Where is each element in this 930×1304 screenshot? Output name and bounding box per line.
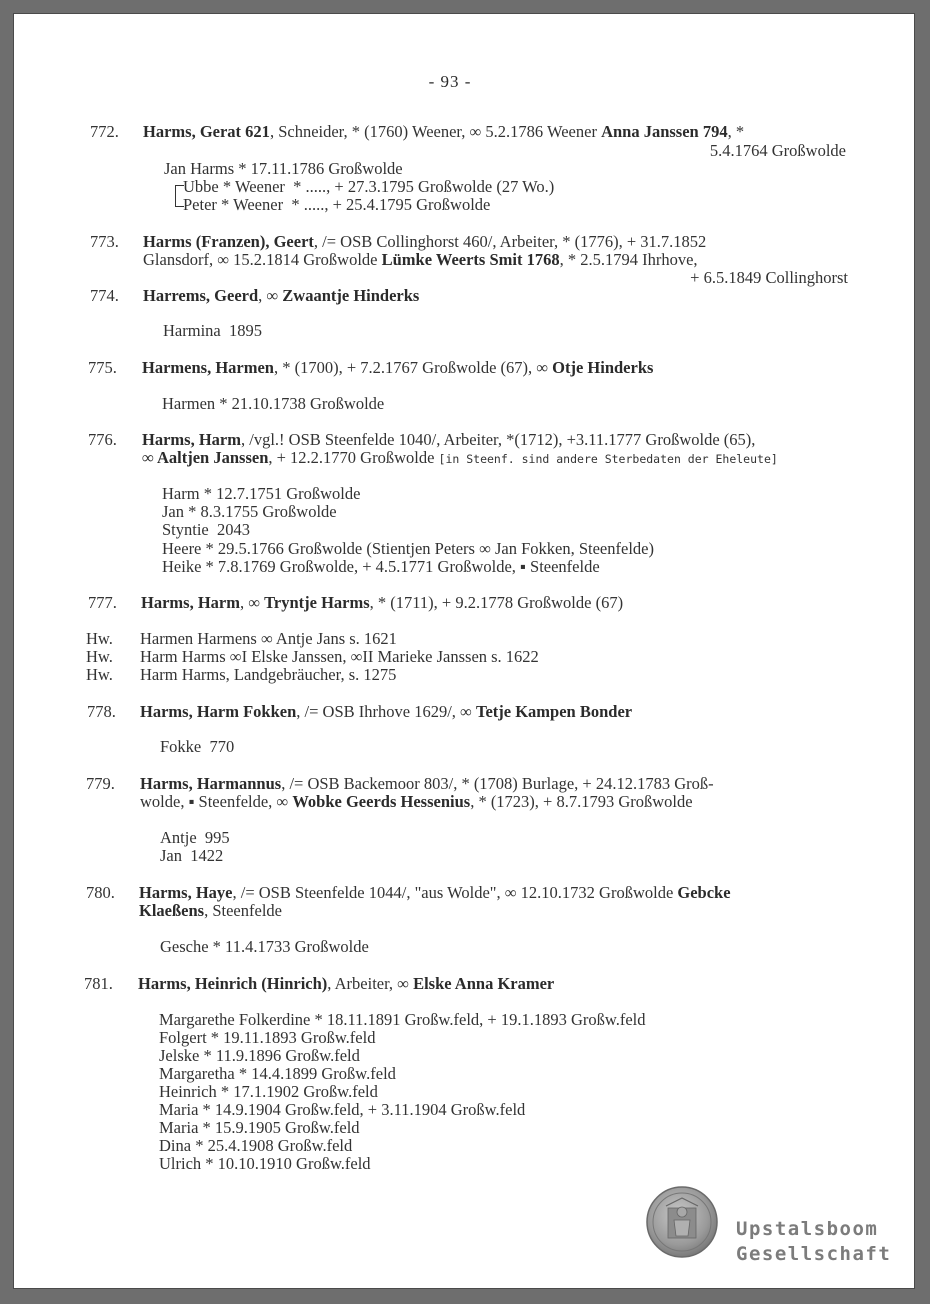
entry-772-name: Harms, Gerat 621 — [143, 122, 270, 141]
entry-779-line2 — [140, 793, 693, 811]
entry-773-name: Harms (Franzen), Geert — [143, 232, 314, 251]
entry-number: 774. — [90, 286, 119, 305]
entry-773-spouse: Lümke Weerts Smit 1768 — [381, 250, 560, 269]
entry-778-text: , /= OSB Ihrhove 1629/, ∞ — [296, 702, 476, 721]
entry-779-child: Jan 1422 — [160, 846, 224, 865]
hw-tag: Hw. — [86, 665, 113, 684]
entry-778-child: Fokke 770 — [160, 737, 235, 756]
entry-777-text2: , * (1711), + 9.2.1778 Großwolde (67) — [369, 593, 624, 612]
entry-772-line1 — [143, 123, 744, 141]
entry-774-spouse: Zwaantje Hinderks — [282, 286, 420, 305]
hw-reference: Harm Harms, Landgebräucher, s. 1275 — [140, 665, 397, 684]
entry-773-text: Glansdorf, ∞ 15.2.1814 Großwolde — [143, 250, 382, 269]
entry-781-line1 — [138, 975, 554, 993]
brand-line1: Upstalsboom — [736, 1218, 879, 1240]
entry-779-child: Antje 995 — [160, 828, 230, 847]
page-number: - 93 - — [428, 72, 472, 91]
entry-776-text: , + 12.2.1770 Großwolde — [268, 448, 439, 467]
entry-number: 775. — [88, 358, 117, 377]
entry-780-spouse: Gebcke — [677, 883, 731, 902]
sibling-bracket — [175, 185, 176, 207]
hw-reference: Harmen Harmens ∞ Antje Jans s. 1621 — [140, 629, 397, 648]
entry-781-child: Folgert * 19.11.1893 Großw.feld — [159, 1028, 376, 1047]
entry-776-child: Heere * 29.5.1766 Großwolde (Stientjen Peters ∞ Jan Fokken, Steenfelde) — [162, 539, 654, 558]
entry-780-line1 — [139, 884, 731, 902]
entry-776-line1 — [142, 431, 755, 449]
entry-779-spouse: Wobke Geerds Hessenius — [292, 792, 471, 811]
entry-773-text: , * 2.5.1794 Ihrhove, — [559, 250, 698, 269]
entry-781-child: Dina * 25.4.1908 Großw.feld — [159, 1136, 353, 1155]
entry-780-child: Gesche * 11.4.1733 Großwolde — [160, 937, 369, 956]
entry-775-line1 — [142, 359, 653, 377]
entry-776-text: , /vgl.! OSB Steenfelde 1040/, Arbeiter, *(1712), +3.11.1777 Großwolde (65), — [240, 430, 756, 449]
entry-772-child: Ubbe * Weener * ....., + 27.3.1795 Großwolde (27 Wo.) — [183, 177, 555, 196]
entry-773-line1 — [143, 233, 706, 251]
entry-778-name: Harms, Harm Fokken — [140, 702, 297, 721]
entry-781-child: Jelske * 11.9.1896 Großw.feld — [159, 1046, 360, 1065]
entry-781-child: Margarethe Folkerdine * 18.11.1891 Großw.feld, + 19.1.1893 Großw.feld — [159, 1010, 646, 1029]
entry-773-line2 — [143, 251, 698, 269]
entry-777-spouse: Tryntje Harms — [264, 593, 370, 612]
entry-773-text: , /= OSB Collinghorst 460/, Arbeiter, * (1776), + 31.7.1852 — [313, 232, 707, 251]
entry-772-text: , Schneider, * (1760) Weener, ∞ 5.2.1786 Weener — [269, 122, 602, 141]
entry-774-child: Harmina 1895 — [163, 321, 262, 340]
brand-line2: Gesellschaft — [736, 1243, 892, 1265]
seal-icon — [646, 1186, 718, 1258]
entry-779-text: , * (1723), + 8.7.1793 Großwolde — [470, 792, 693, 811]
entry-number: 777. — [88, 593, 117, 612]
entry-772-child: Peter * Weener * ....., + 25.4.1795 Großwolde — [183, 195, 491, 214]
entry-776-child: Harm * 12.7.1751 Großwolde — [162, 484, 361, 503]
entry-775-spouse: Otje Hinderks — [552, 358, 654, 377]
entry-779-line1 — [140, 775, 714, 793]
entry-780-spouse2: Klaeßens — [139, 901, 205, 920]
entry-776-child: Styntie 2043 — [162, 520, 251, 539]
entry-number: 773. — [90, 232, 119, 251]
entry-number: 780. — [86, 883, 115, 902]
entry-781-child: Heinrich * 17.1.1902 Großw.feld — [159, 1082, 378, 1101]
entry-772-child: Jan Harms * 17.11.1786 Großwolde — [164, 159, 403, 178]
entry-number: 778. — [87, 702, 116, 721]
entry-774-line1 — [143, 287, 419, 305]
entry-773-line3: + 6.5.1849 Collinghorst — [690, 268, 848, 287]
entry-775-child: Harmen * 21.10.1738 Großwolde — [162, 394, 385, 413]
entry-779-text: , /= OSB Backemoor 803/, * (1708) Burlage, + 24.12.1783 Groß- — [281, 774, 714, 793]
hw-tag: Hw. — [86, 647, 113, 666]
entry-772-text2: , * — [727, 122, 745, 141]
entry-777-line1 — [141, 594, 623, 612]
entry-776-marriage: ∞ — [142, 448, 157, 467]
entry-774-name: Harrems, Geerd — [143, 286, 259, 305]
entry-781-spouse: Elske Anna Kramer — [413, 974, 555, 993]
entry-776-child: Heike * 7.8.1769 Großwolde, + 4.5.1771 Großwolde, ▪ Steenfelde — [162, 557, 600, 576]
entry-776-name: Harms, Harm — [142, 430, 241, 449]
hw-tag: Hw. — [86, 629, 113, 648]
entry-777-name: Harms, Harm — [141, 593, 240, 612]
entry-779-text: wolde, ▪ Steenfelde, ∞ — [140, 792, 293, 811]
entry-772-line2: 5.4.1764 Großwolde — [709, 141, 846, 160]
entry-781-text: , Arbeiter, ∞ — [327, 974, 414, 993]
entry-781-child: Ulrich * 10.10.1910 Großw.feld — [159, 1154, 371, 1173]
entry-781-child: Margaretha * 14.4.1899 Großw.feld — [159, 1064, 396, 1083]
entry-780-text: , /= OSB Steenfelde 1044/, "aus Wolde", ∞ 12.10.1732 Großwolde — [232, 883, 678, 902]
entry-778-spouse: Tetje Kampen Bonder — [475, 702, 633, 721]
entry-number: 776. — [88, 430, 117, 449]
entry-775-text: , * (1700), + 7.2.1767 Großwolde (67), ∞ — [273, 358, 553, 377]
entry-781-name: Harms, Heinrich (Hinrich) — [138, 974, 328, 993]
entry-776-note: [in Steenf. sind andere Sterbedaten der Eheleute] — [438, 452, 778, 466]
entry-772-spouse: Anna Janssen 794 — [601, 122, 728, 141]
entry-780-text: , Steenfelde — [204, 901, 282, 920]
entry-number: 779. — [86, 774, 115, 793]
entry-779-name: Harms, Harmannus — [140, 774, 282, 793]
entry-781-child: Maria * 15.9.1905 Großw.feld — [159, 1118, 360, 1137]
entry-776-spouse: Aaltjen Janssen — [156, 448, 269, 467]
entry-number: 772. — [90, 122, 119, 141]
entry-number: 781. — [84, 974, 113, 993]
entry-776-child: Jan * 8.3.1755 Großwolde — [162, 502, 337, 521]
entry-776-line2 — [142, 449, 778, 468]
entry-778-line1 — [140, 703, 632, 721]
entry-777-text: , ∞ — [239, 593, 265, 612]
hw-reference: Harm Harms ∞I Elske Janssen, ∞II Marieke Janssen s. 1622 — [140, 647, 539, 666]
entry-775-name: Harmens, Harmen — [142, 358, 274, 377]
entry-780-name: Harms, Haye — [139, 883, 233, 902]
entry-774-text: , ∞ — [258, 286, 283, 305]
entry-781-child: Maria * 14.9.1904 Großw.feld, + 3.11.1904 Großw.feld — [159, 1100, 526, 1119]
entry-780-line2 — [139, 902, 282, 920]
